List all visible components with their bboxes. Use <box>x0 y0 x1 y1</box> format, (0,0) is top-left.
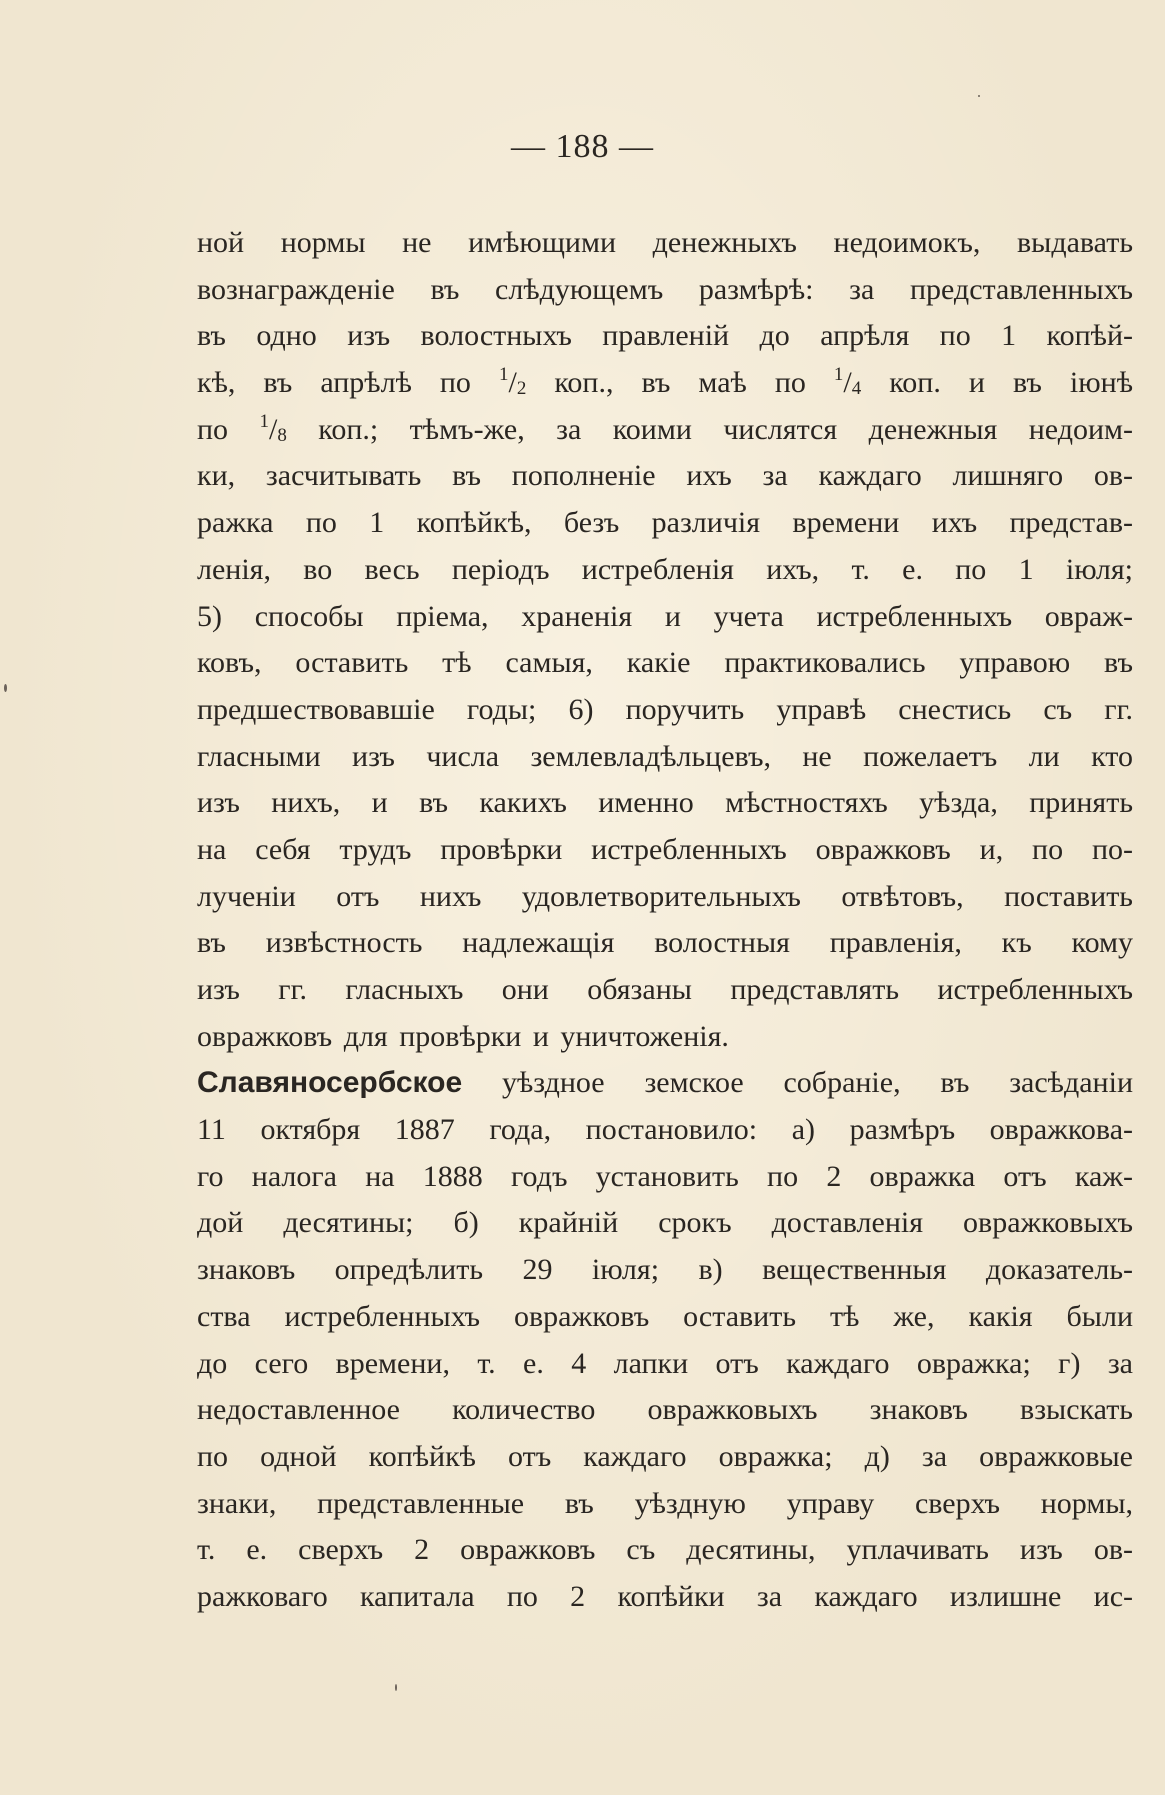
text-line: 11 октября 1887 года, постановило: а) размѣръ овражкова- <box>197 1113 1133 1147</box>
text-fragment: коп., въ маѣ по <box>526 366 834 400</box>
body-text <box>197 220 1133 1621</box>
fraction-half: $^1/_2$ <box>498 364 527 400</box>
text-line: ражка по 1 копѣйкѣ, безъ различія времени ихъ представ- <box>197 506 1133 540</box>
text-line: изъ гг. гласныхъ они обязаны представлять истребленныхъ <box>197 973 1133 1006</box>
text-fragment: уѣздное земское собраніе, въ засѣданіи <box>502 1066 1133 1100</box>
paper-speck <box>395 1684 397 1691</box>
text-line-heading <box>197 1060 1133 1107</box>
fraction-numerator: 1 <box>833 364 844 386</box>
fraction-numerator: 1 <box>259 410 269 432</box>
text-line: недоставленное количество овражковыхъ знаковъ взыскать <box>197 1393 1133 1427</box>
text-line: гласными изъ числа землевладѣльцевъ, не пожелаетъ ли кто <box>197 739 1133 773</box>
fraction-denominator: 4 <box>851 378 862 400</box>
text-line: знаковъ опредѣлить 29 іюля; в) вещественныя доказатель- <box>197 1253 1133 1287</box>
fraction-numerator: 1 <box>498 364 509 386</box>
text-line: предшествовавшіе годы; 6) поручить управѣ снестись съ гг. <box>197 692 1133 726</box>
text-line: ной нормы не имѣющими денежныхъ недоимокъ, выдавать <box>197 226 1133 259</box>
text-line: въ извѣстность надлежащія волостныя правленія, къ кому <box>197 926 1133 960</box>
text-fragment: кѣ, въ апрѣлѣ по <box>197 366 499 400</box>
text-line: ки, засчитывать въ пополненіе ихъ за каждаго лишняго ов- <box>197 459 1133 493</box>
text-fragment: коп.; тѣмъ-же, за коими числятся денежныя недоим- <box>286 412 1133 446</box>
text-line: ковъ, оставить тѣ самыя, какіе практиковались управою въ <box>197 646 1133 680</box>
section-heading: Славяносербское <box>197 1066 463 1100</box>
text-line: по одной копѣйкѣ отъ каждаго овражка; д) за овражковые <box>197 1439 1133 1473</box>
text-line: т. е. сверхъ 2 овражковъ съ десятины, уплачивать изъ ов- <box>197 1533 1133 1567</box>
text-line: овражковъ для провѣрки и уничтоженія. <box>197 1019 729 1053</box>
text-line: на себя трудъ провѣрки истребленныхъ овражковъ и, по по- <box>197 832 1133 866</box>
page-number: — 188 — <box>511 128 654 165</box>
fraction-eighth: $^1/_8$ <box>259 410 287 446</box>
text-line: 5) способы пріема, храненія и учета истребленныхъ овраж- <box>197 599 1133 633</box>
text-line: ства истребленныхъ овражковъ оставить тѣ же, какія были <box>197 1299 1133 1333</box>
paper-speck <box>978 95 980 97</box>
text-line: въ одно изъ волостныхъ правленій до апрѣля по 1 копѣй- <box>197 319 1133 353</box>
text-line: го налога на 1888 годъ установить по 2 овражка отъ каж- <box>197 1159 1133 1193</box>
text-line: ленія, во весь періодъ истребленія ихъ, т. е. по 1 іюля; <box>197 552 1133 586</box>
text-line-fractions <box>197 407 1133 454</box>
text-line: лученіи отъ нихъ удовлетворительныхъ отвѣтовъ, поставить <box>197 879 1133 913</box>
paper-speck <box>4 684 7 692</box>
text-line: дой десятины; б) крайній срокъ доставленія овражковыхъ <box>197 1206 1133 1240</box>
text-line: знаки, представленные въ уѣздную управу сверхъ нормы, <box>197 1486 1133 1520</box>
text-fragment: коп. и въ іюнѣ <box>861 366 1133 400</box>
text-line: изъ нихъ, и въ какихъ именно мѣстностяхъ уѣзда, принять <box>197 786 1133 820</box>
fraction-denominator: 2 <box>516 378 527 400</box>
text-line: ражковаго капитала по 2 копѣйки за каждаго излишне ис- <box>197 1579 1133 1613</box>
fraction-quarter: $^1/_4$ <box>833 364 862 400</box>
text-line-fractions <box>197 360 1133 407</box>
fraction-denominator: 8 <box>277 424 287 446</box>
text-line: до сего времени, т. е. 4 лапки отъ каждаго овражка; г) за <box>197 1346 1133 1380</box>
text-fragment: по <box>197 412 260 446</box>
text-line: вознагражденіе въ слѣдующемъ размѣрѣ: за представленныхъ <box>197 272 1133 306</box>
